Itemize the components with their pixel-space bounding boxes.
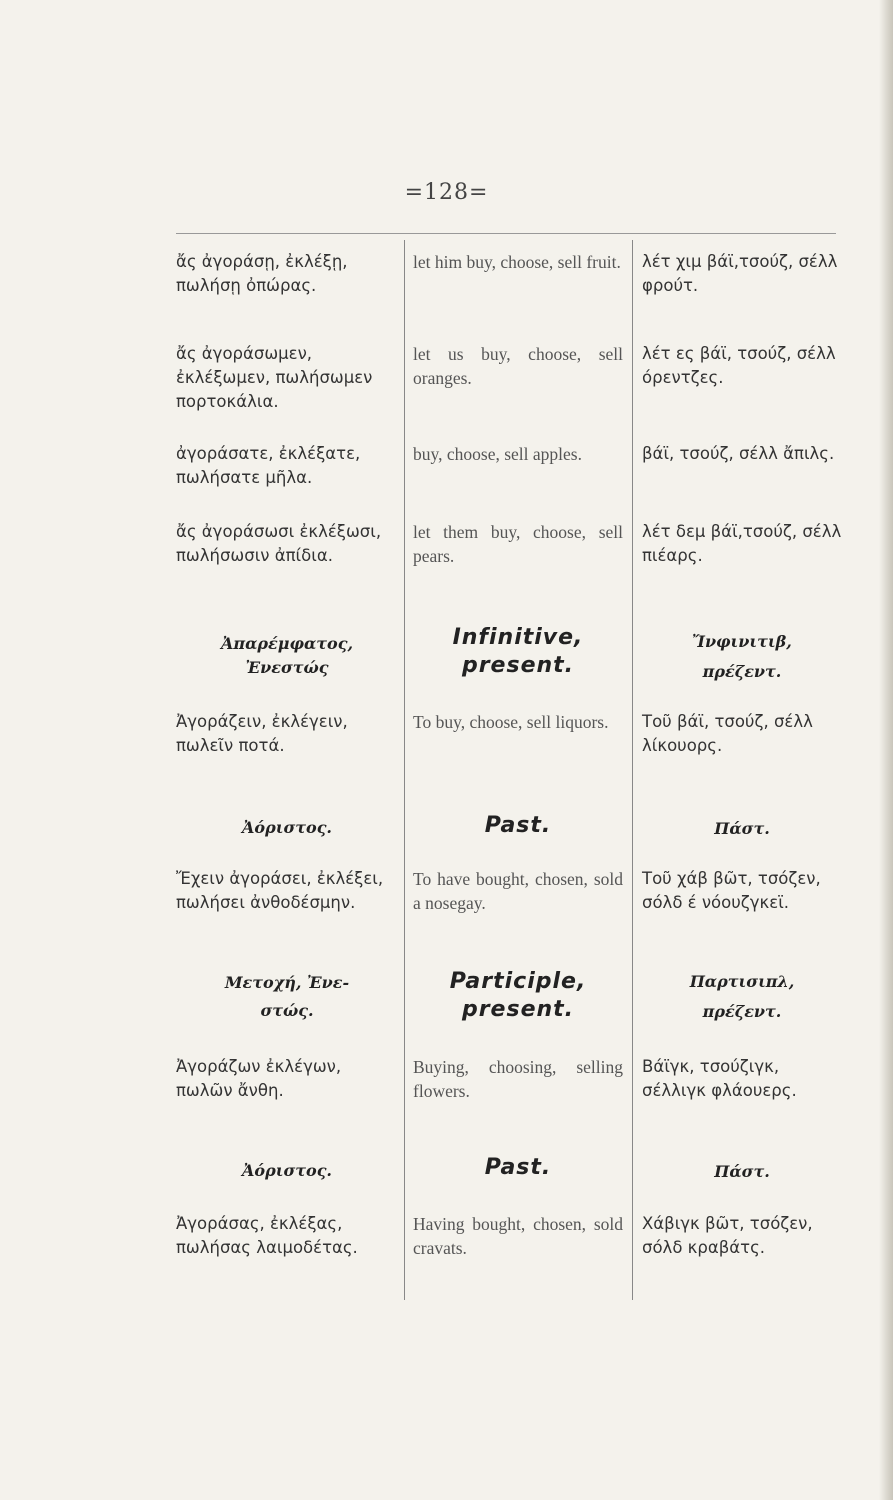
english-row-7: Buying, choosing, selling flowers.	[413, 1057, 623, 1101]
phonetic-row-7: Βάϊγκ, τσούζιγκ, σέλλιγκ φλάουερς.	[642, 1057, 797, 1100]
greek-heading-participle: Μετοχή, Ἐνε-	[224, 973, 350, 992]
header-rule	[176, 233, 836, 234]
greek-row-8: Ἀγοράσας, ἐκλέξας, πωλήσας λαιμοδέτας.	[176, 1214, 358, 1257]
phonetic-row-2: λέτ ες βάϊ, τσούζ, σέλλ όρεντζες.	[642, 344, 836, 387]
english-row-5: To buy, choose, sell liquors.	[413, 712, 609, 732]
phonetic-heading-past: Πάστ.	[714, 819, 770, 838]
greek-row-7: Ἀγοράζων ἐκλέγων, πωλῶν ἄνθη.	[176, 1057, 342, 1100]
phonetic-heading-participle: Παρτισιπλ,	[689, 972, 795, 991]
phonetic-row-1: λέτ χιμ βάϊ,τσούζ, σέλλ φρούτ.	[642, 252, 838, 295]
phonetic-row-3: βάϊ, τσούζ, σέλλ ἄπιλς.	[642, 444, 835, 463]
page-edge	[879, 0, 893, 1500]
phonetic-row-5: Τοῦ βάϊ, τσούζ, σέλλ λίκουορς.	[642, 712, 813, 755]
english-heading-past-2: Past.	[484, 1155, 552, 1180]
english-row-3: buy, choose, sell apples.	[413, 444, 582, 464]
english-row-2: let us buy, choose, sell oranges.	[413, 344, 623, 388]
greek-heading-past: Ἀόριστος.	[241, 818, 332, 837]
column-divider-left	[404, 240, 405, 1300]
english-row-8: Having bought, chosen, sold cravats.	[413, 1214, 623, 1258]
column-divider-right	[632, 240, 633, 1300]
greek-row-5: Ἀγοράζειν, ἐκλέγειν, πωλεῖν ποτά.	[176, 712, 348, 755]
english-heading-past: Past.	[484, 813, 552, 838]
greek-heading-past-2: Ἀόριστος.	[241, 1161, 332, 1180]
greek-row-4: ἄς ἀγοράσωσι ἐκλέξωσι, πωλήσωσιν ἀπίδια.	[176, 522, 382, 565]
english-heading-infinitive: Infinitive,	[452, 625, 584, 650]
phonetic-row-6: Τοῦ χάβ βῶτ, τσόζεν, σόλδ έ νόουζγκεϊ.	[642, 869, 821, 912]
phonetic-row-4: λέτ δεμ βάϊ,τσούζ, σέλλ πιέαρς.	[642, 522, 842, 565]
phonetic-heading-past-2: Πάστ.	[714, 1162, 770, 1181]
greek-row-2: ἄς ἀγοράσωμεν, ἐκλέξωμεν, πωλήσωμεν πορτοκάλια.	[176, 344, 373, 411]
english-row-1: let him buy, choose, sell fruit.	[413, 252, 621, 272]
greek-row-1: ἄς ἀγοράσῃ, ἐκλέξῃ, πωλήσῃ ὀπώρας.	[176, 252, 348, 295]
page-number: =128=	[404, 180, 489, 205]
english-heading-participle: Participle,	[449, 969, 587, 994]
greek-row-6: Ἔχειν ἀγοράσει, ἐκλέξει, πωλήσει ἀνθοδέσμην.	[176, 869, 384, 912]
greek-heading-infinitive: Ἀπαρέμφατος,	[220, 634, 354, 653]
greek-heading-present: Ἐνεστώς	[245, 658, 329, 677]
phonetic-heading-present: πρέζεντ.	[702, 662, 782, 681]
greek-heading-participle-present: στώς.	[260, 1001, 314, 1020]
phonetic-row-8: Χάβιγκ βῶτ, τσόζεν, σόλδ κραβάτς.	[642, 1214, 813, 1257]
english-row-6: To have bought, chosen, sold a nosegay.	[413, 869, 623, 913]
english-row-4: let them buy, choose, sell pears.	[413, 522, 623, 566]
phonetic-heading-participle-present: πρέζεντ.	[702, 1002, 782, 1021]
greek-row-3: ἀγοράσατε, ἐκλέξατε, πωλήσατε μῆλα.	[176, 444, 361, 487]
phonetic-heading-infinitive: Ἴνφινιτιβ,	[692, 632, 792, 651]
english-heading-present: present.	[461, 653, 575, 678]
english-heading-participle-present: present.	[461, 997, 575, 1022]
